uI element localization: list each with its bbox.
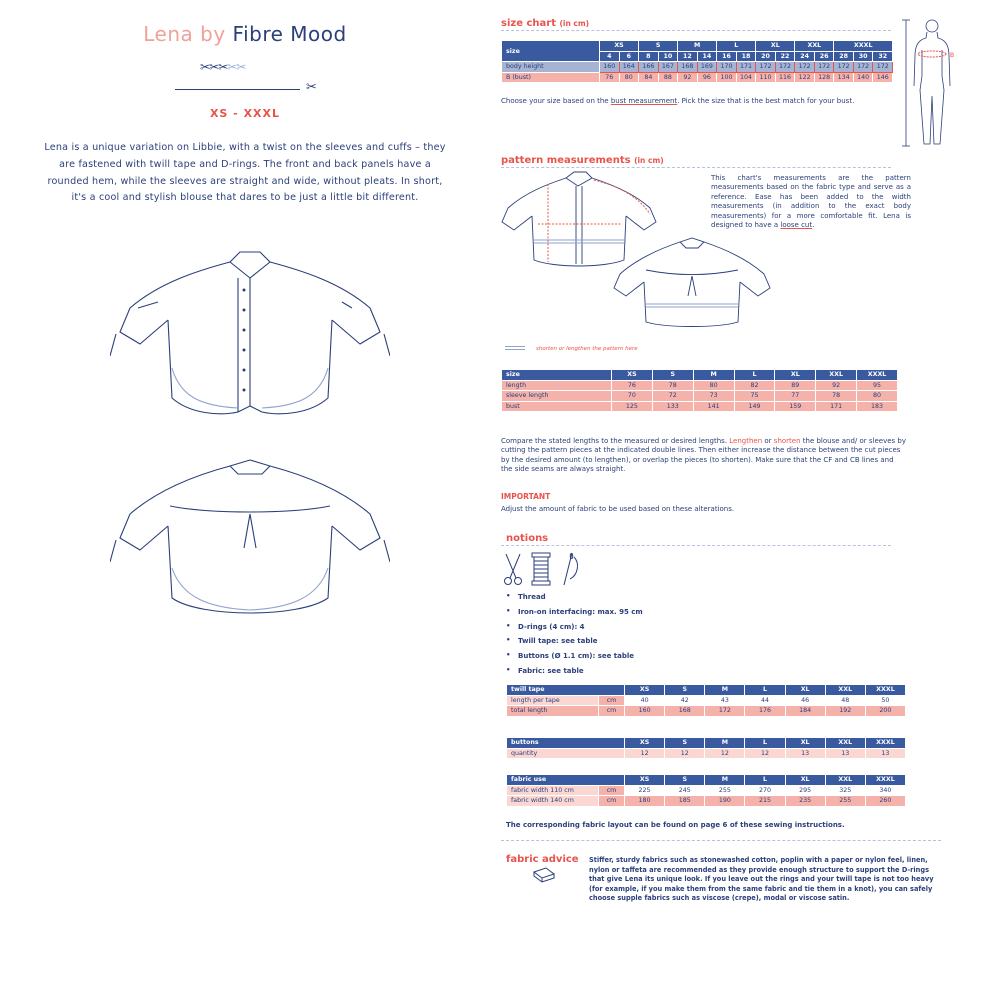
row-label: fabric width 110 cm bbox=[507, 785, 599, 796]
list-item: • Buttons (Ø 1.1 cm): see table bbox=[503, 652, 803, 667]
size-header: XS bbox=[625, 738, 665, 749]
table-cell: 96 bbox=[697, 72, 717, 83]
buttons-table bbox=[506, 737, 906, 759]
scissors-icon: ✂ bbox=[306, 80, 317, 95]
table-cell: 255 bbox=[705, 785, 745, 796]
table-row bbox=[507, 706, 906, 717]
size-number: 16 bbox=[717, 51, 737, 62]
table-row bbox=[507, 748, 906, 759]
size-number: 32 bbox=[873, 51, 893, 62]
brand-mood: Mood bbox=[290, 22, 347, 46]
section-rule bbox=[501, 840, 941, 841]
size-header: XXXL bbox=[857, 370, 898, 381]
fabric-layout-note: The corresponding fabric layout can be found on page 6 of these sewing instructions. bbox=[506, 821, 845, 829]
size-chart-bust-row bbox=[502, 72, 893, 83]
fabric-use-table bbox=[506, 774, 906, 807]
table-cell: 160 bbox=[600, 62, 620, 73]
table-cell: 171 bbox=[736, 62, 756, 73]
table-cell: 140 bbox=[853, 72, 873, 83]
size-chart-row-label: size bbox=[502, 41, 600, 62]
table-header-row bbox=[507, 738, 906, 749]
loose-cut-link[interactable]: loose cut bbox=[780, 221, 813, 230]
notions-list bbox=[503, 593, 803, 682]
table-cell: 141 bbox=[693, 401, 734, 412]
size-number: 14 bbox=[697, 51, 717, 62]
size-header: S bbox=[665, 775, 705, 786]
list-item: • Thread bbox=[503, 593, 803, 608]
row-label: length bbox=[502, 380, 612, 391]
table-cell: 172 bbox=[814, 62, 834, 73]
brand-fibre: Fibre bbox=[232, 22, 284, 46]
size-chart-body-height-row bbox=[502, 62, 893, 73]
important-text: Adjust the amount of fabric to be used based on these alterations. bbox=[501, 505, 735, 513]
size-chart-note bbox=[501, 97, 901, 106]
table-cell: 80 bbox=[693, 380, 734, 391]
table-cell: 166 bbox=[639, 62, 659, 73]
note-text: Choose your size based on the bbox=[501, 97, 611, 105]
table-cell: 12 bbox=[625, 748, 665, 759]
table-cell: 146 bbox=[873, 72, 893, 83]
lengthen-word: Lengthen bbox=[729, 437, 763, 445]
size-chart-size: XS bbox=[600, 41, 639, 52]
brand-lena: Lena by bbox=[143, 22, 226, 46]
table-cell: 172 bbox=[834, 62, 854, 73]
scissors-icon: ✂✂✂ bbox=[200, 60, 228, 74]
size-header: XXXL bbox=[865, 685, 905, 696]
figure-bust-label: B bbox=[950, 52, 955, 59]
size-number: 4 bbox=[600, 51, 620, 62]
list-item: • Iron-on interfacing: max. 95 cm bbox=[503, 608, 803, 623]
size-header: L bbox=[745, 738, 785, 749]
row-label: length per tape bbox=[507, 695, 599, 706]
table-row bbox=[507, 695, 906, 706]
table-cell: 122 bbox=[795, 72, 815, 83]
table-cell: 116 bbox=[775, 72, 795, 83]
fabric-swatch-icon bbox=[532, 866, 556, 884]
row-label: total length bbox=[507, 706, 599, 717]
size-number: 28 bbox=[834, 51, 854, 62]
pattern-back-illustration bbox=[606, 236, 776, 330]
table-cell: 295 bbox=[785, 785, 825, 796]
size-number: 30 bbox=[853, 51, 873, 62]
table-cell: 50 bbox=[865, 695, 905, 706]
size-header: XXL bbox=[816, 370, 857, 381]
table-cell: 78 bbox=[652, 380, 693, 391]
size-header: XXL bbox=[825, 738, 865, 749]
size-number: 8 bbox=[639, 51, 659, 62]
table-cell: 128 bbox=[814, 72, 834, 83]
size-chart-unit: (in cm) bbox=[559, 19, 590, 28]
table-head-label: twill tape bbox=[507, 685, 625, 696]
table-cell: 167 bbox=[658, 62, 678, 73]
size-chart-title bbox=[501, 18, 589, 29]
table-cell: 43 bbox=[705, 695, 745, 706]
scissors-icon bbox=[505, 554, 522, 585]
size-number: 18 bbox=[736, 51, 756, 62]
table-cell: 40 bbox=[625, 695, 665, 706]
size-header: XL bbox=[785, 685, 825, 696]
table-cell: 12 bbox=[705, 748, 745, 759]
size-header: M bbox=[705, 738, 745, 749]
table-cell: 185 bbox=[665, 796, 705, 807]
table-cell: 172 bbox=[873, 62, 893, 73]
table-cell: 92 bbox=[816, 380, 857, 391]
table-cell: 340 bbox=[865, 785, 905, 796]
list-item: • Twill tape: see table bbox=[503, 637, 803, 652]
table-cell: 70 bbox=[612, 391, 653, 402]
table-cell: 82 bbox=[734, 380, 775, 391]
size-range: XS - XXXL bbox=[209, 107, 281, 120]
double-line-legend-icon bbox=[505, 346, 525, 350]
section-rule bbox=[501, 167, 891, 168]
table-cell: 169 bbox=[697, 62, 717, 73]
table-cell: 183 bbox=[857, 401, 898, 412]
scissors-icon: ✂✂ bbox=[227, 60, 246, 74]
size-header: S bbox=[652, 370, 693, 381]
blouse-back-illustration bbox=[110, 458, 390, 628]
table-cell: 13 bbox=[785, 748, 825, 759]
size-chart-size: S bbox=[639, 41, 678, 52]
table-cell: 44 bbox=[745, 695, 785, 706]
row-label: B (bust) bbox=[502, 72, 600, 83]
table-cell: 134 bbox=[834, 72, 854, 83]
table-cell: 73 bbox=[693, 391, 734, 402]
table-cell: 95 bbox=[857, 380, 898, 391]
table-header-row bbox=[502, 370, 898, 381]
table-header-row bbox=[507, 775, 906, 786]
table-cell: 80 bbox=[857, 391, 898, 402]
size-header: S bbox=[665, 738, 705, 749]
table-cell: 176 bbox=[745, 706, 785, 717]
table-cell: 235 bbox=[785, 796, 825, 807]
intro-text: Lena is a unique variation on Libbie, with a twist on the sleeves and cuffs – they are fastened with twill tape and D-rings. The front and back panels have a rounded hem, while the sleeves are straight and wide, without pleats. In short, it's a cool and stylish blouse that dares to be just a little bit different. bbox=[44, 142, 446, 204]
table-cell: 13 bbox=[865, 748, 905, 759]
note-text: . Pick the size that is the best match for your bust. bbox=[677, 97, 855, 105]
table-cell: 77 bbox=[775, 391, 816, 402]
list-item: • Fabric: see table bbox=[503, 667, 803, 682]
desc-text: This chart's measurements are the pattern measurements based on the fabric type and serve as a reference. Ease has been added to the width measurements (in addition to the exact body measurements) for a more comfortable fit. Lena is designed to have a bbox=[711, 174, 911, 230]
table-cell: 172 bbox=[853, 62, 873, 73]
size-header: XS bbox=[625, 775, 665, 786]
section-rule bbox=[501, 545, 891, 546]
unit-cell: cm bbox=[599, 796, 625, 807]
unit-cell: cm bbox=[599, 785, 625, 796]
table-cell: 75 bbox=[734, 391, 775, 402]
brand-title bbox=[0, 22, 490, 46]
blouse-front-illustration bbox=[110, 248, 390, 428]
row-label: sleeve length bbox=[502, 391, 612, 402]
table-cell: 78 bbox=[816, 391, 857, 402]
size-number: 10 bbox=[658, 51, 678, 62]
size-header: XXL bbox=[825, 685, 865, 696]
size-chart-size-row bbox=[502, 41, 893, 52]
table-cell: 172 bbox=[705, 706, 745, 717]
table-cell: 172 bbox=[756, 62, 776, 73]
table-cell: 89 bbox=[775, 380, 816, 391]
table-cell: 160 bbox=[625, 706, 665, 717]
size-number: 20 bbox=[756, 51, 776, 62]
list-item: • D-rings (4 cm): 4 bbox=[503, 623, 803, 638]
table-cell: 100 bbox=[717, 72, 737, 83]
size-header: M bbox=[705, 775, 745, 786]
compare-part: or bbox=[762, 437, 774, 445]
pattern-unit: (in cm) bbox=[634, 156, 664, 165]
size-header: XL bbox=[785, 775, 825, 786]
row-label: quantity bbox=[507, 748, 625, 759]
table-cell: 46 bbox=[785, 695, 825, 706]
size-chart-size: M bbox=[678, 41, 717, 52]
table-row bbox=[502, 401, 898, 412]
table-cell: 260 bbox=[865, 796, 905, 807]
table-cell: 76 bbox=[600, 72, 620, 83]
table-cell: 171 bbox=[816, 401, 857, 412]
size-header: XXXL bbox=[865, 738, 905, 749]
pattern-measurements-table bbox=[501, 369, 898, 412]
table-cell: 12 bbox=[745, 748, 785, 759]
fabric-advice-text: Stiffer, sturdy fabrics such as stonewashed cotton, poplin with a paper or nylon feel, linen, nylon or taffeta are recommended as they provide enough structure to support the D-rings that give Lena its unique look. If you leave out the rings and your twill tape is not too heavy (for example, if you make them from the same fabric and tie them in a knot), you can safely choose supple fabrics such as viscose (crepe), modal or viscose satin. bbox=[589, 856, 934, 903]
table-head-label: size bbox=[502, 370, 612, 381]
table-cell: 168 bbox=[678, 62, 698, 73]
table-cell: 125 bbox=[612, 401, 653, 412]
table-cell: 88 bbox=[658, 72, 678, 83]
size-header: L bbox=[745, 685, 785, 696]
size-number: 24 bbox=[795, 51, 815, 62]
pattern-title-text: pattern measurements bbox=[501, 155, 631, 166]
table-cell: 168 bbox=[665, 706, 705, 717]
legend-text: shorten or lengthen the pattern here bbox=[536, 346, 638, 352]
table-head-label: fabric use bbox=[507, 775, 625, 786]
table-row bbox=[502, 391, 898, 402]
desc-text: . bbox=[812, 221, 815, 230]
unit-cell: cm bbox=[599, 706, 625, 717]
size-chart-size: XXXL bbox=[834, 41, 893, 52]
size-chart-title-text: size chart bbox=[501, 18, 556, 29]
size-chart-size: XL bbox=[756, 41, 795, 52]
divider bbox=[175, 89, 300, 90]
table-cell: 215 bbox=[745, 796, 785, 807]
scissors-decoration bbox=[200, 60, 245, 74]
table-cell: 133 bbox=[652, 401, 693, 412]
row-label: body height bbox=[502, 62, 600, 73]
table-cell: 200 bbox=[865, 706, 905, 717]
notions-title: notions bbox=[506, 533, 549, 544]
unit-cell: cm bbox=[599, 695, 625, 706]
table-cell: 184 bbox=[785, 706, 825, 717]
size-number: 12 bbox=[678, 51, 698, 62]
table-cell: 84 bbox=[639, 72, 659, 83]
size-header: L bbox=[734, 370, 775, 381]
row-label: fabric width 140 cm bbox=[507, 796, 599, 807]
fabric-advice-title: fabric advice bbox=[506, 854, 579, 865]
table-cell: 110 bbox=[756, 72, 776, 83]
table-head-label: buttons bbox=[507, 738, 625, 749]
size-number: 22 bbox=[775, 51, 795, 62]
thread-spool-icon bbox=[532, 553, 550, 585]
table-cell: 104 bbox=[736, 72, 756, 83]
bust-measurement-link[interactable]: bust measurement bbox=[610, 97, 678, 105]
table-cell: 72 bbox=[652, 391, 693, 402]
table-cell: 172 bbox=[795, 62, 815, 73]
size-header: M bbox=[693, 370, 734, 381]
size-header: XL bbox=[775, 370, 816, 381]
table-cell: 255 bbox=[825, 796, 865, 807]
table-row bbox=[502, 380, 898, 391]
table-cell: 190 bbox=[705, 796, 745, 807]
size-chart-table bbox=[501, 40, 893, 83]
size-chart-size: XXL bbox=[795, 41, 834, 52]
needle-icon bbox=[564, 553, 577, 585]
table-cell: 180 bbox=[625, 796, 665, 807]
table-cell: 159 bbox=[775, 401, 816, 412]
table-cell: 245 bbox=[665, 785, 705, 796]
size-header: XS bbox=[625, 685, 665, 696]
size-header: XL bbox=[785, 738, 825, 749]
table-cell: 76 bbox=[612, 380, 653, 391]
table-row bbox=[507, 785, 906, 796]
table-cell: 13 bbox=[825, 748, 865, 759]
size-header: XXL bbox=[825, 775, 865, 786]
table-cell: 149 bbox=[734, 401, 775, 412]
table-cell: 42 bbox=[665, 695, 705, 706]
size-header: XS bbox=[612, 370, 653, 381]
important-title: IMPORTANT bbox=[501, 492, 551, 501]
table-cell: 164 bbox=[619, 62, 639, 73]
table-cell: 192 bbox=[825, 706, 865, 717]
table-header-row bbox=[507, 685, 906, 696]
pattern-measurements-title bbox=[501, 155, 664, 166]
table-cell: 172 bbox=[775, 62, 795, 73]
table-cell: 80 bbox=[619, 72, 639, 83]
body-figure-illustration bbox=[900, 16, 960, 151]
size-header: S bbox=[665, 685, 705, 696]
table-cell: 12 bbox=[665, 748, 705, 759]
size-chart-size: L bbox=[717, 41, 756, 52]
table-cell: 92 bbox=[678, 72, 698, 83]
section-rule bbox=[501, 30, 891, 31]
size-number: 6 bbox=[619, 51, 639, 62]
table-cell: 225 bbox=[625, 785, 665, 796]
compare-part: the blouse and/ or sleeves by cutting the pattern pieces at the indicated double lines. Then either increase the distance between the cut pieces by the desired amount (to lengthen), or overlap the pieces (to shorten). Make sure that the CF and CB lines and the side seams are always straight. bbox=[501, 437, 907, 474]
size-header: XXXL bbox=[865, 775, 905, 786]
pattern-description bbox=[711, 174, 911, 230]
compare-text bbox=[501, 437, 906, 475]
size-header: L bbox=[745, 775, 785, 786]
table-row bbox=[507, 796, 906, 807]
table-cell: 170 bbox=[717, 62, 737, 73]
twill-tape-table bbox=[506, 684, 906, 717]
row-label: bust bbox=[502, 401, 612, 412]
size-number: 26 bbox=[814, 51, 834, 62]
size-header: M bbox=[705, 685, 745, 696]
shorten-word: shorten bbox=[773, 437, 801, 445]
table-cell: 325 bbox=[825, 785, 865, 796]
table-cell: 48 bbox=[825, 695, 865, 706]
compare-part: Compare the stated lengths to the measured or desired lengths. bbox=[501, 437, 730, 445]
table-cell: 270 bbox=[745, 785, 785, 796]
notions-icons bbox=[502, 551, 582, 587]
